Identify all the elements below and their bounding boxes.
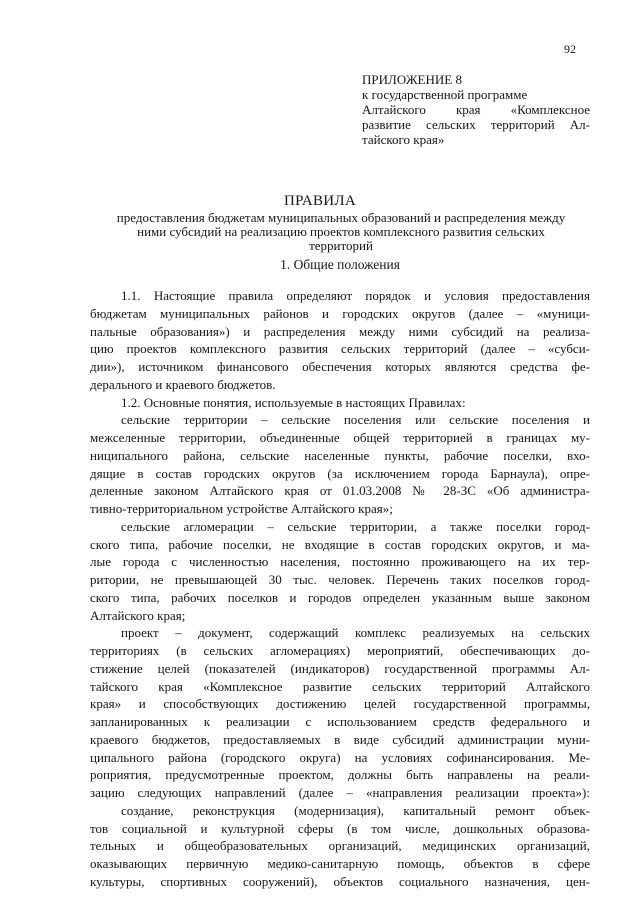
paragraph-line: цию проектов комплексного развития сельских территорий (далее – «субси- bbox=[90, 341, 590, 357]
paragraph-line: создание, реконструкция (модернизация), капитальный ремонт объек- bbox=[121, 802, 590, 818]
appendix-line: Алтайского края «Комплексное bbox=[362, 102, 590, 117]
appendix-line: тайского края» bbox=[362, 132, 445, 147]
paragraph-line: края» и способствующих достижению целей государственной программы, bbox=[90, 696, 590, 712]
paragraph-line: тов социальной и культурной сферы (в том числе, дошкольных образова- bbox=[90, 820, 590, 836]
appendix-line: развитие сельских территорий Ал- bbox=[362, 117, 590, 132]
paragraph-line: оказывающих первичную медико-санитарную помощь, объектов в сфере bbox=[90, 856, 590, 871]
paragraph-line: ского типа, рабочих поселков и городов определен указанным выше законом bbox=[90, 589, 590, 605]
paragraph-line: ритории, не превышающей 30 тыс. человек. Перечень таких поселков город- bbox=[90, 572, 590, 587]
paragraph-line: стижение целей (показателей (индикаторов) государственной программы Ал- bbox=[90, 660, 590, 676]
subtitle-line: предоставления бюджетам муниципальных образований и распределения между bbox=[116, 210, 566, 225]
subtitle-line: территорий bbox=[309, 238, 373, 253]
paragraph-line: ципального района (городского округа) на условиях софинансирования. Ме- bbox=[90, 749, 590, 765]
paragraph-line: дерального и краевого бюджетов. bbox=[90, 376, 276, 392]
paragraph-line: сельские территории – сельские поселения или сельские поселения и bbox=[121, 412, 590, 428]
paragraph-line: лые города с численностью населения, постоянно проживающего на их тер- bbox=[90, 554, 590, 570]
document-title: ПРАВИЛА bbox=[283, 193, 357, 209]
paragraph-line: дии»), источником финансового обеспечения которых являются средства фе- bbox=[90, 359, 590, 374]
page-number: 92 bbox=[564, 42, 576, 56]
document-subtitle bbox=[92, 211, 590, 253]
paragraph-line: 1.2. Основные понятия, используемые в настоящих Правилах: bbox=[121, 394, 466, 410]
paragraph-line: тельных и общеобразовательных организаций, медицинских организаций, bbox=[90, 838, 590, 854]
paragraph-line: сельские агломерации – сельские территории, а также поселки город- bbox=[121, 518, 590, 534]
subtitle-line: ними субсидий на реализацию проектов комплексного развития сельских bbox=[137, 224, 545, 239]
paragraph-line: роприятия, предусмотренные проектом, должны быть направлены на реали- bbox=[90, 767, 590, 783]
appendix-title: ПРИЛОЖЕНИЕ 8 bbox=[362, 72, 462, 87]
appendix-block bbox=[362, 72, 590, 147]
paragraph-line: пальные образования») и распределения между ними субсидий на реализа- bbox=[90, 323, 590, 339]
paragraph-line: культуры, спортивных сооружений), объектов социального назначения, цен- bbox=[90, 873, 590, 889]
paragraph-line: бюджетам муниципальных районов и городских округов (далее – «муници- bbox=[90, 305, 590, 321]
appendix-line: к государственной программе bbox=[362, 87, 528, 102]
section-heading: 1. Общие положения bbox=[280, 257, 400, 272]
paragraph-line: тайского края «Комплексное развитие сельских территорий Алтайского bbox=[90, 678, 590, 694]
paragraph-line: тивно-территориальном устройстве Алтайского края»; bbox=[90, 501, 393, 516]
paragraph-line: зацию следующих направлений (далее – «направления реализации проекта»): bbox=[90, 785, 590, 800]
body-text bbox=[90, 287, 590, 891]
paragraph-line: запланированных к реализации с использованием средств федерального и bbox=[90, 714, 590, 729]
paragraph-line: 1.1. Настоящие правила определяют порядок и условия предоставления bbox=[121, 288, 590, 303]
paragraph-line: проект – документ, содержащий комплекс реализуемых на сельских bbox=[121, 625, 590, 641]
paragraph-line: межселенные территории, объединенные общей территорией в границах му- bbox=[90, 430, 590, 445]
paragraph-line: Алтайского края; bbox=[90, 607, 186, 623]
paragraph-line: деленные законом Алтайского края от 01.03.2008 № 28-ЗС «Об администра- bbox=[90, 483, 590, 499]
paragraph-line: ниципального района, сельские населенные пункты, рабочие поселки, вхо- bbox=[90, 447, 590, 463]
paragraph-line: территориях (в сельских агломерациях) мероприятий, обеспечивающих до- bbox=[90, 643, 590, 658]
paragraph-line: краевого бюджетов, предоставляемых в виде субсидий администрации муни- bbox=[90, 731, 590, 747]
paragraph-line: дящие в состав городских округов (за исключением города Барнаула), опре- bbox=[90, 465, 590, 481]
paragraph-line: ского типа, рабочие поселки, не входящие в состав городских округов, и ма- bbox=[90, 536, 590, 552]
